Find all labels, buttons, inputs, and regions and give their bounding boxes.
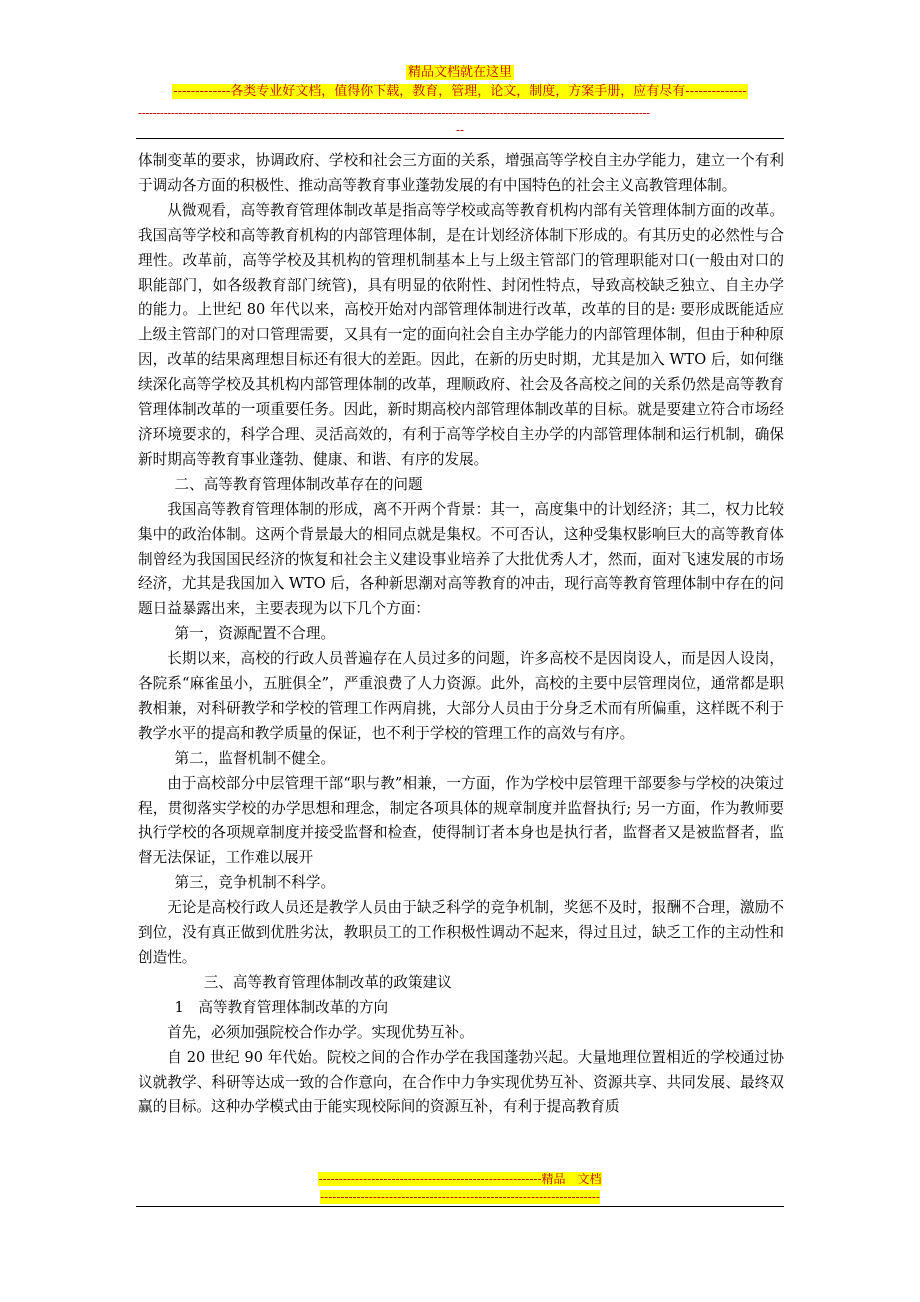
section-heading: 二、高等教育管理体制改革存在的问题 [174, 475, 423, 493]
footer-banner: -------------------------------------------------------精品 文档 [318, 1172, 602, 1186]
document-body [138, 149, 784, 1120]
footer-dash-line: --------------------------------------------------------------------- [320, 1190, 600, 1204]
paragraph: 由于高校部分中层管理干部“职与教”相兼，一方面，作为学校中层管理干部要参与学校的决策过程，贯彻落实学校的办学思想和理念，制定各项具体的规章制度并监督执行; 另一方面，作为教师要执行学校的各项规章制度并接受监督和检查，使得制订者本身也是执行者，监督者又是被监督者，监督无法保证，工作难以展开 [138, 774, 784, 867]
header-title: 精品文档就在这里 [407, 65, 512, 80]
paragraph: 长期以来，高校的行政人员普遍存在人员过多的问题，许多高校不是因岗设人，而是因人设岗，各院系“麻雀虽小，五脏俱全”，严重浪费了人力资源。此外，高校的主要中层管理岗位，通常都是职教相兼，对科研教学和学校的管理工作两肩挑，大部分人员由于分身乏术而有所偏重，这样既不利于教学水平的提高和教学质量的保证，也不利于学校的管理工作的高效与有序。 [138, 650, 784, 742]
paragraph: 首先，必须加强院校合作办学。实现优势互补。 [167, 1023, 474, 1041]
subsection-heading: 1 高等教育管理体制改革的方向 [174, 998, 389, 1016]
header-rule [136, 138, 784, 139]
header-dash-line: -------------------------------------------------------------------------------------------------------------------------------------------- [138, 106, 650, 120]
paragraph: 从微观看，高等教育管理体制改革是指高等学校或高等教育机构内部有关管理体制方面的改革。我国高等学校和高等教育机构的内部管理体制，是在计划经济体制下形成的。有其历史的必然性与合理性。改革前，高等学校及其机构的管理机制基本上与上级主管部门的管理职能对口(一般由对口的职能部门，如各级教育部门统管)，具有明显的依附性、封闭性特点，导致高校缺乏独立、自主办学的能力。上世纪 80 年代以来，高校开始对内部管理体制进行改革，改革的目的是: 要形成既能适应上级主管部门的对口管理需要，又具有一定的面向社会自主办学能力的内部管理体制，但由于种种原因，改革的结果离理想目标还有很大的差距。因此，在新的历史时期，尤其是加入 WTO 后，如何继续深化高等学校及其机构内部管理体制的改革，理顺政府、社会及各高校之间的关系仍然是高等教育管理体制改革的一项重要任务。因此，新时期高校内部管理体制改革的目标。就是要建立符合市场经济环境要求的，科学合理、灵活高效的，有利于高等学校自主办学的内部管理体制和运行机制，确保新时期高等教育事业蓬勃、健康、和谐、有序的发展。 [138, 201, 784, 468]
subsection-heading: 第二，监督机制不健全。 [174, 749, 336, 767]
paragraph: 体制变革的要求，协调政府、学校和社会三方面的关系，增强高等学校自主办学能力，建立一个有利于调动各方面的积极性、推动高等教育事业蓬勃发展的有中国特色的社会主义高教管理体制。 [138, 152, 784, 194]
section-heading: 三、高等教育管理体制改革的政策建议 [203, 973, 452, 991]
header-dash-tail: -- [455, 123, 465, 137]
paragraph: 我国高等教育管理体制的形成，离不开两个背景：其一，高度集中的计划经济；其二，权力比较集中的政治体制。这两个背景最大的相同点就是集权。不可否认，这种受集权影响巨大的高等教育体制曾经为我国国民经济的恢复和社会主义建设事业培养了大批优秀人才，然而，面对飞速发展的市场经济，尤其是我国加入 WTO 后，各种新思潮对高等教育的冲击，现行高等教育管理体制中存在的问题日益暴露出来，主要表现为以下几个方面： [138, 500, 784, 618]
subsection-heading: 第三，竞争机制不科学。 [174, 874, 336, 892]
paragraph: 无论是高校行政人员还是教学人员由于缺乏科学的竞争机制，奖惩不及时，报酬不合理，激励不到位，没有真正做到优胜劣汰，教职员工的工作积极性调动不起来，得过且过，缺乏工作的主动性和创造性。 [138, 899, 784, 966]
footer-rule [136, 1206, 784, 1207]
subsection-heading: 第一，资源配置不合理。 [174, 625, 336, 643]
header-banner: -------------各类专业好文档，值得你下载，教育，管理，论文，制度，方案手册，应有尽有-------------- [173, 84, 747, 99]
paragraph: 自 20 世纪 90 年代始。院校之间的合作办学在我国蓬勃兴起。大量地理位置相近的学校通过协议就教学、科研等达成一致的合作意向，在合作中力争实现优势互补、资源共享、共同发展、最终双赢的目标。这种办学模式由于能实现校际间的资源互补，有利于提高教育质 [138, 1048, 784, 1116]
